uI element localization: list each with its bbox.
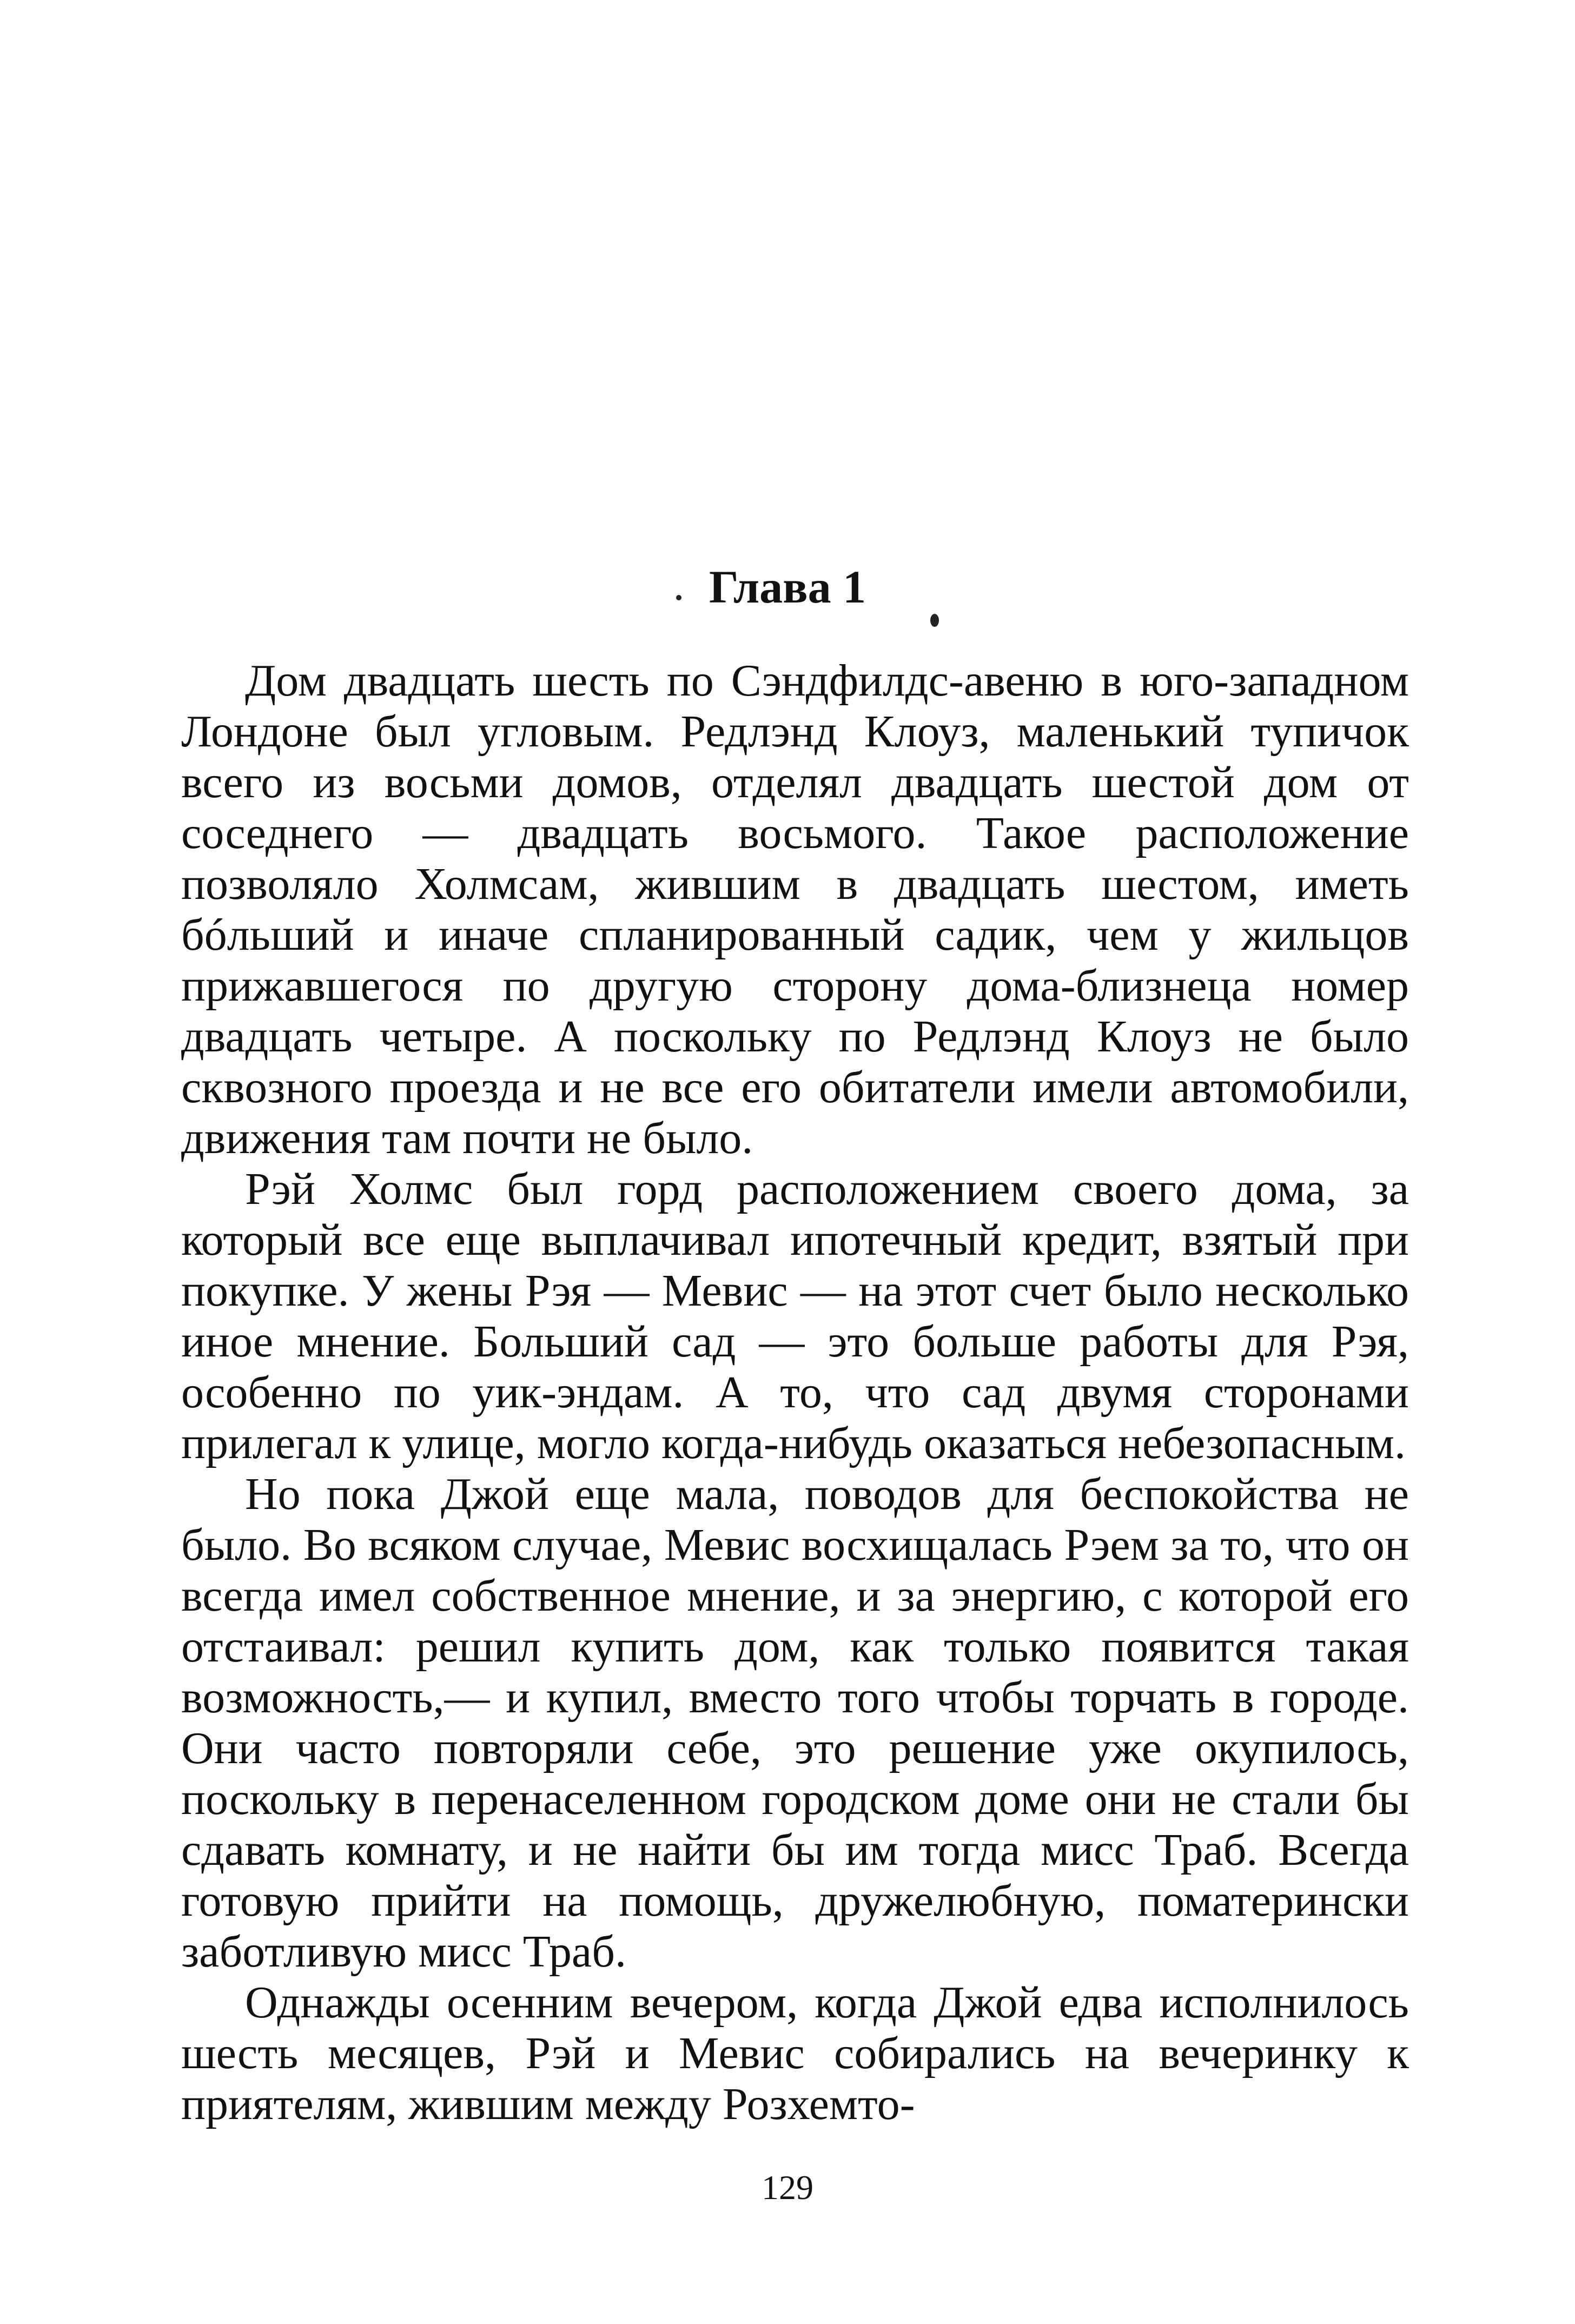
paragraph: Но пока Джой еще мала, поводов для беспокойства не было. Во всяком случае, Мевис восхищалась Рэем за то, что он всегда имел собственное мнение, и за энергию, с которой его отстаивал: решил купить дом, как только появится такая возможность,— и купил, вместо того чтобы торчать в городе. Они часто повторяли себе, это решение уже окупилось, поскольку в перенаселенном городском доме они не стали бы сдавать комнату, и не найти бы им тогда мисс Траб. Всегда готовую прийти на помощь, дружелюбную, поматерински заботливую мисс Траб. — [181, 1469, 1409, 1977]
chapter-body — [181, 656, 1409, 2130]
page-number: 129 — [762, 2168, 813, 2207]
chapter-title: Глава 1 — [709, 561, 866, 613]
paragraph: Дом двадцать шесть по Сэндфилдс-авеню в юго-западном Лондоне был угловым. Редлэнд Клоуз, маленький тупичок всего из восьми домов, отделял двадцать шестой дом от соседнего — двадцать восьмого. Такое расположение позволяло Холмсам, жившим в двадцать шестом, иметь бóльший и иначе спланированный садик, чем у жильцов прижавшегося по другую сторону дома-близнеца номер двадцать четыре. А поскольку по Редлэнд Клоуз не было сквозного проезда и не все его обитатели имели автомобили, движения там почти не было. — [181, 656, 1409, 1163]
paragraph: Однажды осенним вечером, когда Джой едва исполнилось шесть месяцев, Рэй и Мевис собирались на вечеринку к приятелям, жившим между Розхемто- — [181, 1977, 1409, 2129]
paragraph: Рэй Холмс был горд расположением своего дома, за который все еще выплачивал ипотечный кредит, взятый при покупке. У жены Рэя — Мевис — на этот счет было несколько иное мнение. Больший сад — это больше работы для Рэя, особенно по уик-эндам. А то, что сад двумя сторонами прилегал к улице, могло когда-нибудь оказаться небезопасным. — [181, 1164, 1409, 1468]
